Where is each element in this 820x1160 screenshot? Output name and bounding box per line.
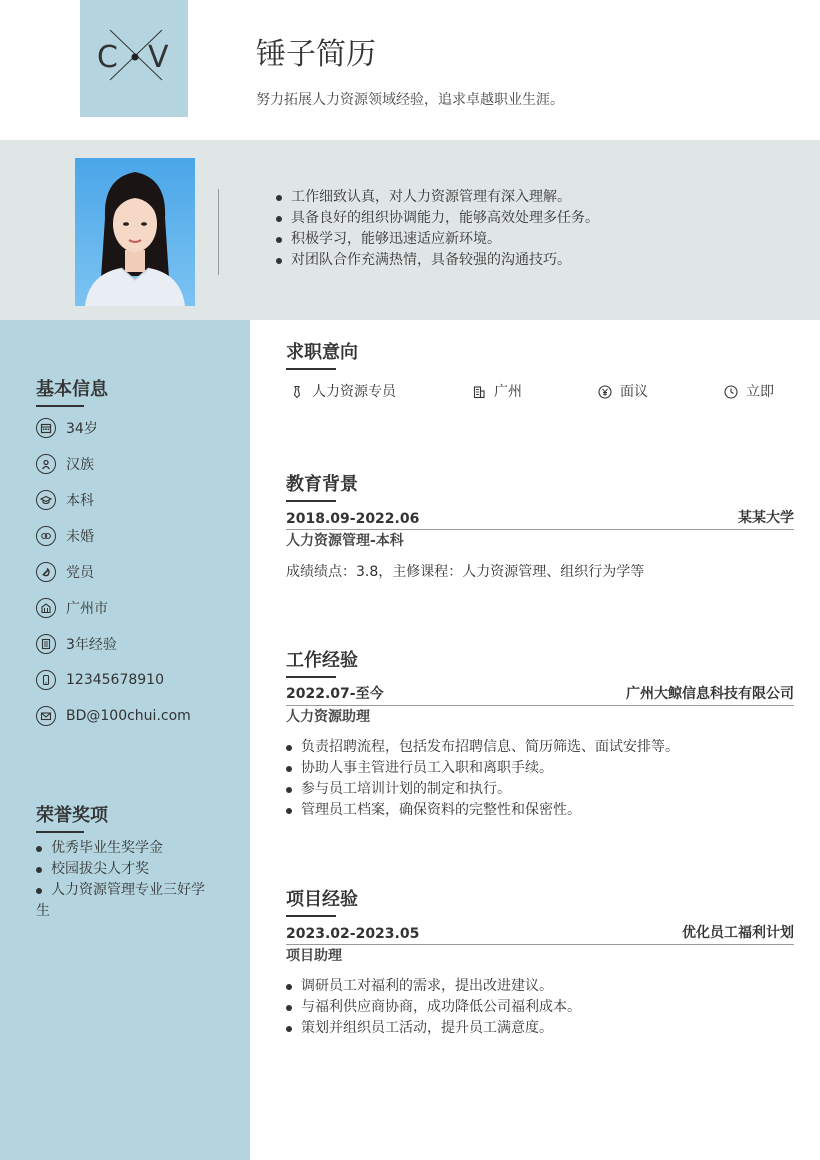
list-item: 协助人事主管进行员工入职和离职手续。 [286,758,794,779]
logo-letter-v: V [148,40,169,75]
list-item: 管理员工档案，确保资料的完整性和保密性。 [286,800,794,821]
work-duties [286,737,794,821]
honors-list [36,838,216,922]
intent-availability: 立即 [724,380,774,404]
project-period: 2023.02-2023.05 [286,926,420,942]
project-name: 优化员工福利计划 [682,925,794,941]
basic-info-heading: 基本信息 [36,377,108,403]
document-icon [36,634,56,654]
work-heading: 工作经验 [286,648,358,674]
yen-icon [598,385,612,399]
project-heading: 项目经验 [286,887,358,913]
profile-photo [75,158,195,306]
education-period: 2018.09-2022.06 [286,511,420,527]
calendar-icon [36,418,56,438]
list-item: 人力资源管理专业三好学生 [36,880,216,922]
work-company: 广州大鲸信息科技有限公司 [626,686,794,702]
project-role: 项目助理 [286,948,342,964]
list-item: 优秀毕业生奖学金 [36,838,216,859]
graduation-cap-icon [36,490,56,510]
education-major: 人力资源管理-本科 [286,533,404,549]
info-education: 本科 [36,482,191,518]
party-emblem-icon [36,562,56,582]
list-item: 负责招聘流程，包括发布招聘信息、简历筛选、面试安排等。 [286,737,794,758]
clock-icon [724,385,738,399]
heart-icon [36,526,56,546]
phone-icon [36,670,56,690]
page-subtitle: 努力拓展人力资源领域经验，追求卓越职业生涯。 [256,92,564,108]
basic-info-list [36,410,191,734]
info-phone: 12345678910 [36,662,191,698]
portrait-icon [75,158,195,306]
work-period: 2022.07-至今 [286,686,384,702]
info-marital: 未婚 [36,518,191,554]
list-item: 工作细致认真，对人力资源管理有深入理解。 [276,187,599,208]
person-icon [36,454,56,474]
list-item: 具备良好的组织协调能力，能够高效处理多任务。 [276,208,599,229]
list-item: 与福利供应商协商，成功降低公司福利成本。 [286,997,794,1018]
info-political: 党员 [36,554,191,590]
work-role: 人力资源助理 [286,709,370,725]
intent-salary: 面议 [598,380,648,404]
education-school: 某某大学 [738,510,794,526]
intent-city: 广州 [472,380,522,404]
mail-icon [36,706,56,726]
intent-row [290,380,794,404]
list-item: 策划并组织员工活动，提升员工满意度。 [286,1018,794,1039]
list-item: 积极学习，能够迅速适应新环境。 [276,229,599,250]
project-tasks [286,976,794,1039]
info-email: BD@100chui.com [36,698,191,734]
honors-heading: 荣誉奖项 [36,803,108,829]
info-city: 广州市 [36,590,191,626]
project-header [286,923,794,945]
list-item: 对团队合作充满热情，具备较强的沟通技巧。 [276,250,599,271]
list-item: 校园拔尖人才奖 [36,859,216,880]
education-heading: 教育背景 [286,472,358,498]
intent-position: 人力资源专员 [290,380,396,404]
logo-letter-c: C [97,40,118,75]
intent-heading: 求职意向 [286,340,358,366]
tie-icon [290,385,304,399]
band-divider [218,189,219,275]
education-detail: 成绩绩点：3.8，主修课程：人力资源管理、组织行为学等 [286,564,645,580]
list-item: 参与员工培训计划的制定和执行。 [286,779,794,800]
building-icon [472,385,486,399]
building-icon [36,598,56,618]
cv-logo [80,0,188,117]
info-experience: 3年经验 [36,626,191,662]
summary-list [276,187,599,271]
page-title: 锤子简历 [256,37,376,72]
work-header [286,684,794,706]
list-item: 调研员工对福利的需求，提出改进建议。 [286,976,794,997]
info-ethnicity: 汉族 [36,446,191,482]
education-header [286,508,794,530]
info-age: 34岁 [36,410,191,446]
